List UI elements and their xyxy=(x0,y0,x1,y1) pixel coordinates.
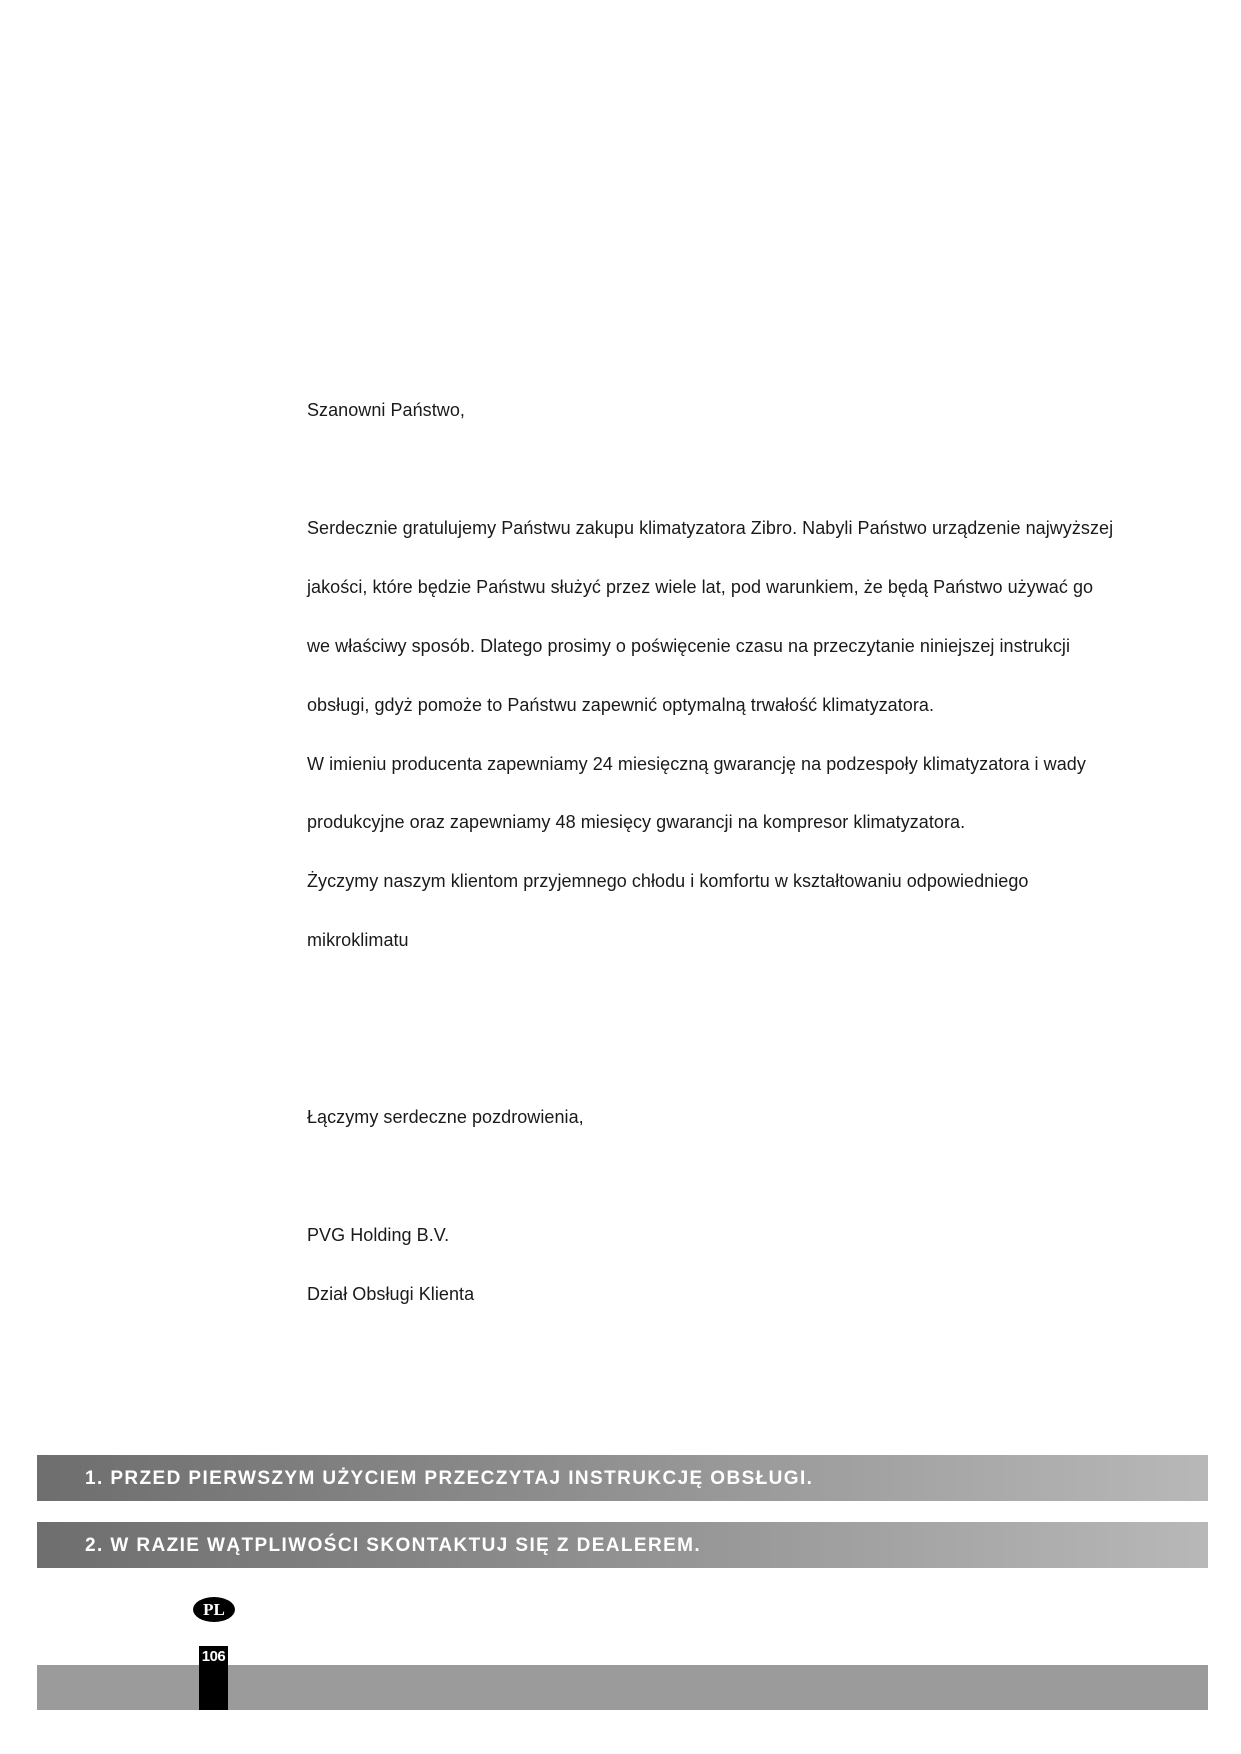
salutation: Szanowni Państwo, xyxy=(307,400,465,420)
department-name: Dział Obsługi Klienta xyxy=(307,1284,475,1304)
instruction-banner-text: 2. W RAZIE WĄTPLIWOŚCI SKONTAKTUJ SIĘ Z DEALEREM. xyxy=(85,1535,702,1556)
instruction-banner-1 xyxy=(37,1455,1208,1501)
body-line: mikroklimatu xyxy=(307,930,409,950)
instruction-banner-text: 1. PRZED PIERWSZYM UŻYCIEM PRZECZYTAJ INSTRUKCJĘ OBSŁUGI. xyxy=(85,1468,814,1489)
body-line: W imieniu producenta zapewniamy 24 miesięczną gwarancję na podzespoły klimatyzatora i wady xyxy=(307,754,1086,774)
body-line: produkcyjne oraz zapewniamy 48 miesięcy gwarancji na kompresor klimatyzatora. xyxy=(307,812,966,832)
body-line: jakości, które będzie Państwu służyć przez wiele lat, pod warunkiem, że będą Państwo używać go xyxy=(307,577,1094,597)
body-line: Życzymy naszym klientom przyjemnego chłodu i komfortu w kształtowaniu odpowiedniego xyxy=(307,871,1029,891)
body-line: we właściwy sposób. Dlatego prosimy o poświęcenie czasu na przeczytanie niniejszej instrukcji xyxy=(307,636,1070,656)
body-line: Serdecznie gratulujemy Państwu zakupu klimatyzatora Zibro. Nabyli Państwo urządzenie najwyższej xyxy=(307,518,1114,538)
body-line: obsługi, gdyż pomoże to Państwu zapewnić optymalną trwałość klimatyzatora. xyxy=(307,695,934,715)
language-badge: PL xyxy=(193,1597,235,1622)
closing: Łączymy serdeczne pozdrowienia, xyxy=(307,1107,584,1127)
company-name: PVG Holding B.V. xyxy=(307,1225,450,1245)
page-number-tab xyxy=(199,1646,228,1710)
page-number: 106 xyxy=(201,1648,226,1665)
instruction-banner-2 xyxy=(37,1522,1208,1568)
